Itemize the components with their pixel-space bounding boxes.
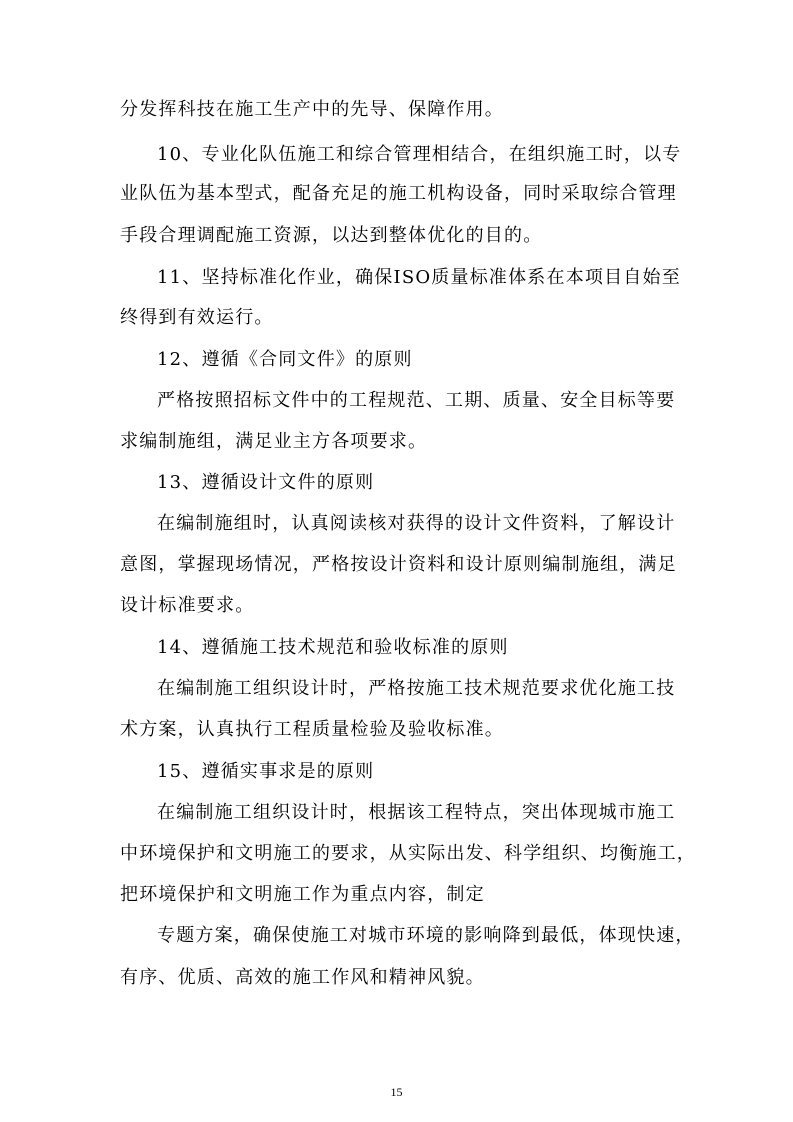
item-12-heading: 12、遵循《合同文件》的原则 (157, 349, 413, 370)
item-10-heading: 10、专业化队伍施工和综合管理相结合，在组织施工时，以专 (157, 144, 682, 165)
item-11-heading: 11、坚持标准化作业，确保ISO质量标准体系在本项目自始至 (157, 267, 681, 288)
text-line: 在编制施工组织设计时，根据该工程特点，突出体现城市施工 (157, 802, 676, 823)
item-14-heading: 14、遵循施工技术规范和验收标准的原则 (157, 637, 509, 658)
text-line: 有序、优质、高效的施工作风和精神风貌。 (120, 967, 485, 988)
page-number: 15 (390, 1085, 403, 1099)
text-line: 在编制施组时，认真阅读核对获得的设计文件资料，了解设计 (157, 513, 676, 534)
text-line: 术方案，认真执行工程质量检验及验收标准。 (120, 719, 504, 740)
text-line: 在编制施工组织设计时，严格按施工技术规范要求优化施工技 (157, 678, 676, 699)
text-line: 设计标准要求。 (120, 595, 255, 616)
text-line: 中环境保护和文明施工的要求，从实际出发、科学组织、均衡施工， (120, 843, 696, 864)
text-line: 业队伍为基本型式，配备充足的施工机构设备，同时采取综合管理 (120, 183, 677, 204)
text-line: 求编制施组，满足业主方各项要求。 (120, 431, 428, 452)
text-line: 终得到有效运行。 (120, 307, 274, 328)
text-line: 手段合理调配施工资源，以达到整体优化的目的。 (120, 225, 543, 246)
text-line: 意图，掌握现场情况，严格按设计资料和设计原则编制施组，满足 (120, 554, 677, 575)
text-line: 严格按照招标文件中的工程规范、工期、质量、安全目标等要 (157, 390, 676, 411)
text-line: 把环境保护和文明施工作为重点内容，制定 (120, 884, 485, 905)
text-line: 分发挥科技在施工生产中的先导、保障作用。 (120, 99, 504, 120)
item-13-heading: 13、遵循设计文件的原则 (157, 472, 375, 493)
text-line: 专题方案，确保使施工对城市环境的影响降到最低，体现快速， (157, 925, 695, 946)
item-15-heading: 15、遵循实事求是的原则 (157, 761, 375, 782)
